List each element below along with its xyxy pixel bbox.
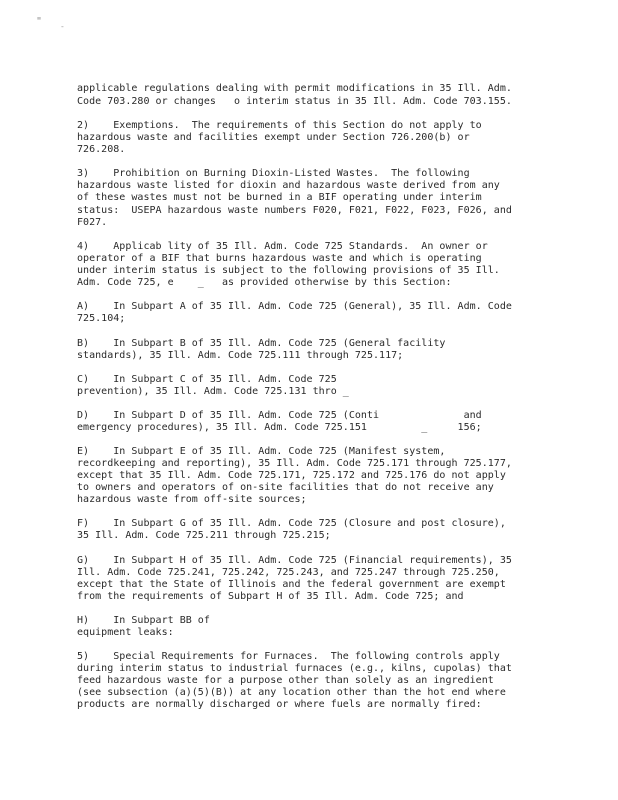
- text-line: D) In Subpart D of 35 Ill. Adm. Code 725 (Conti and: [77, 410, 482, 421]
- text-line: hazardous waste and facilities exempt under Section 726.200(b) or: [77, 132, 470, 143]
- text-line: status: USEPA hazardous waste numbers F020, F021, F022, F023, F026, and: [77, 205, 512, 216]
- text-line: feed hazardous waste for a purpose other than solely as an ingredient: [77, 675, 494, 686]
- text-line: 725.104;: [77, 313, 126, 324]
- text-line: 2) Exemptions. The requirements of this Section do not apply to: [77, 120, 482, 131]
- text-line: of these wastes must not be burned in a BIF operating under interim: [77, 192, 482, 203]
- text-line: 35 Ill. Adm. Code 725.211 through 725.215;: [77, 530, 331, 541]
- text-line: products are normally discharged or where fuels are normally fired:: [77, 699, 482, 710]
- text-line: standards), 35 Ill. Adm. Code 725.111 through 725.117;: [77, 350, 404, 361]
- text-line: H) In Subpart BB of: [77, 615, 210, 626]
- text-line: to owners and operators of on-site facilities that do not receive any: [77, 482, 494, 493]
- scan-mark: -: [60, 22, 65, 31]
- text-line: (see subsection (a)(5)(B)) at any location other than the hot end where: [77, 687, 506, 698]
- text-line: Code 703.280 or changes o interim status in 35 Ill. Adm. Code 703.155.: [77, 96, 512, 107]
- text-line: applicable regulations dealing with permit modifications in 35 Ill. Adm.: [77, 83, 512, 94]
- text-line: equipment leaks:: [77, 627, 174, 638]
- text-line: F027.: [77, 217, 108, 228]
- text-line: G) In Subpart H of 35 Ill. Adm. Code 725 (Financial requirements), 35: [77, 555, 512, 566]
- text-line: from the requirements of Subpart H of 35 Ill. Adm. Code 725; and: [77, 591, 464, 602]
- text-line: except that the State of Illinois and the federal government are exempt: [77, 579, 506, 590]
- text-line: E) In Subpart E of 35 Ill. Adm. Code 725 (Manifest system,: [77, 446, 446, 457]
- text-line: except that 35 Ill. Adm. Code 725.171, 725.172 and 725.176 do not apply: [77, 470, 506, 481]
- text-line: A) In Subpart A of 35 Ill. Adm. Code 725 (General), 35 Ill. Adm. Code: [77, 301, 512, 312]
- text-line: hazardous waste listed for dioxin and hazardous waste derived from any: [77, 180, 500, 191]
- text-line: Adm. Code 725, e _ as provided otherwise by this Section:: [77, 277, 452, 288]
- text-line: hazardous waste from off-site sources;: [77, 494, 307, 505]
- text-line: 5) Special Requirements for Furnaces. The following controls apply: [77, 651, 500, 662]
- text-line: operator of a BIF that burns hazardous waste and which is operating: [77, 253, 482, 264]
- text-line: 726.208.: [77, 144, 126, 155]
- text-line: Ill. Adm. Code 725.241, 725.242, 725.243, and 725.247 through 725.250,: [77, 567, 500, 578]
- text-line: C) In Subpart C of 35 Ill. Adm. Code 725: [77, 374, 337, 385]
- text-line: 4) Applicab lity of 35 Ill. Adm. Code 725 Standards. An owner or: [77, 241, 488, 252]
- text-line: prevention), 35 Ill. Adm. Code 725.131 thro _: [77, 386, 349, 397]
- text-line: during interim status to industrial furnaces (e.g., kilns, cupolas) that: [77, 663, 512, 674]
- scan-mark: ": [36, 16, 43, 27]
- text-line: B) In Subpart B of 35 Ill. Adm. Code 725 (General facility: [77, 338, 446, 349]
- text-line: recordkeeping and reporting), 35 Ill. Adm. Code 725.171 through 725.177,: [77, 458, 512, 469]
- text-line: under interim status is subject to the following provisions of 35 Ill.: [77, 265, 500, 276]
- text-line: 3) Prohibition on Burning Dioxin-Listed Wastes. The following: [77, 168, 470, 179]
- text-line: emergency procedures), 35 Ill. Adm. Code 725.151 _ 156;: [77, 422, 482, 433]
- text-line: F) In Subpart G of 35 Ill. Adm. Code 725 (Closure and post closure),: [77, 518, 506, 529]
